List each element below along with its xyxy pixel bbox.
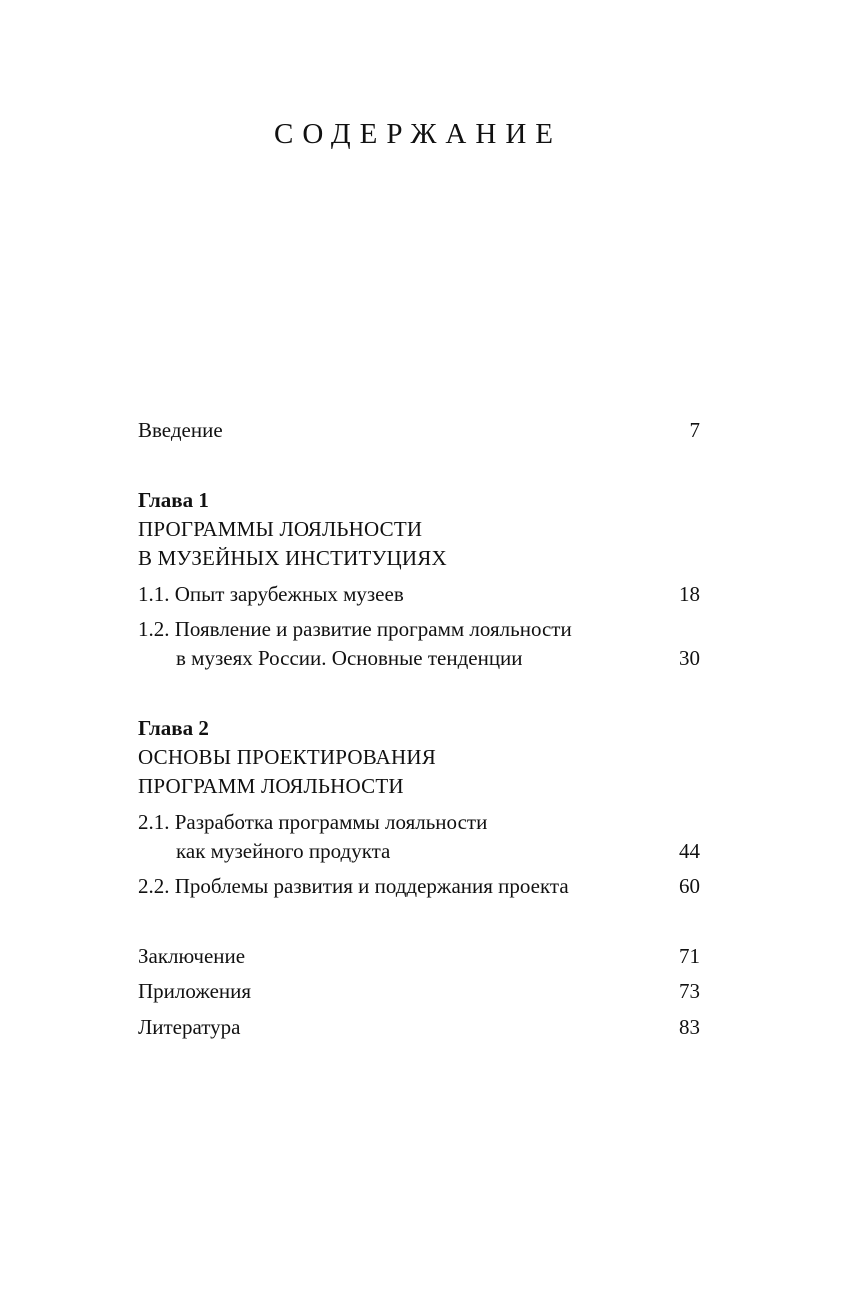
page-title: СОДЕРЖАНИЕ bbox=[274, 118, 562, 150]
toc-entry-2-2: 2.2. Проблемы развития и поддержания проекта bbox=[138, 874, 569, 898]
toc-page-1-2: 30 bbox=[679, 646, 700, 670]
toc-entry-1-2-cont: в музеях России. Основные тенденции bbox=[176, 646, 523, 670]
toc-page-appendices: 73 bbox=[679, 979, 700, 1003]
toc-entry-1-2: 1.2. Появление и развитие программ лояльности bbox=[138, 617, 572, 641]
toc-entry-2-1-cont: как музейного продукта bbox=[176, 839, 391, 863]
toc-page-2-2: 60 bbox=[679, 874, 700, 898]
chapter-1-label: Глава 1 bbox=[138, 488, 209, 512]
toc-entry-2-1: 2.1. Разработка программы лояльности bbox=[138, 810, 488, 834]
toc-page-literature: 83 bbox=[679, 1015, 700, 1039]
chapter-2-title-line-2: ПРОГРАММ ЛОЯЛЬНОСТИ bbox=[138, 774, 404, 798]
toc-page-intro: 7 bbox=[689, 418, 700, 442]
toc-entry-1-1: 1.1. Опыт зарубежных музеев bbox=[138, 582, 404, 606]
chapter-1-title-line-1: ПРОГРАММЫ ЛОЯЛЬНОСТИ bbox=[138, 517, 423, 541]
toc-page-conclusion: 71 bbox=[679, 944, 700, 968]
toc-page-2-1: 44 bbox=[679, 839, 700, 863]
toc-page-1-1: 18 bbox=[679, 582, 700, 606]
toc-entry-intro: Введение bbox=[138, 418, 223, 442]
chapter-2-label: Глава 2 bbox=[138, 716, 209, 740]
chapter-1-title-line-2: В МУЗЕЙНЫХ ИНСТИТУЦИЯХ bbox=[138, 546, 447, 570]
toc-entry-appendices: Приложения bbox=[138, 979, 252, 1003]
toc-entry-literature: Литература bbox=[138, 1015, 241, 1039]
chapter-2-title-line-1: ОСНОВЫ ПРОЕКТИРОВАНИЯ bbox=[138, 745, 436, 769]
toc-entry-conclusion: Заключение bbox=[138, 944, 246, 968]
